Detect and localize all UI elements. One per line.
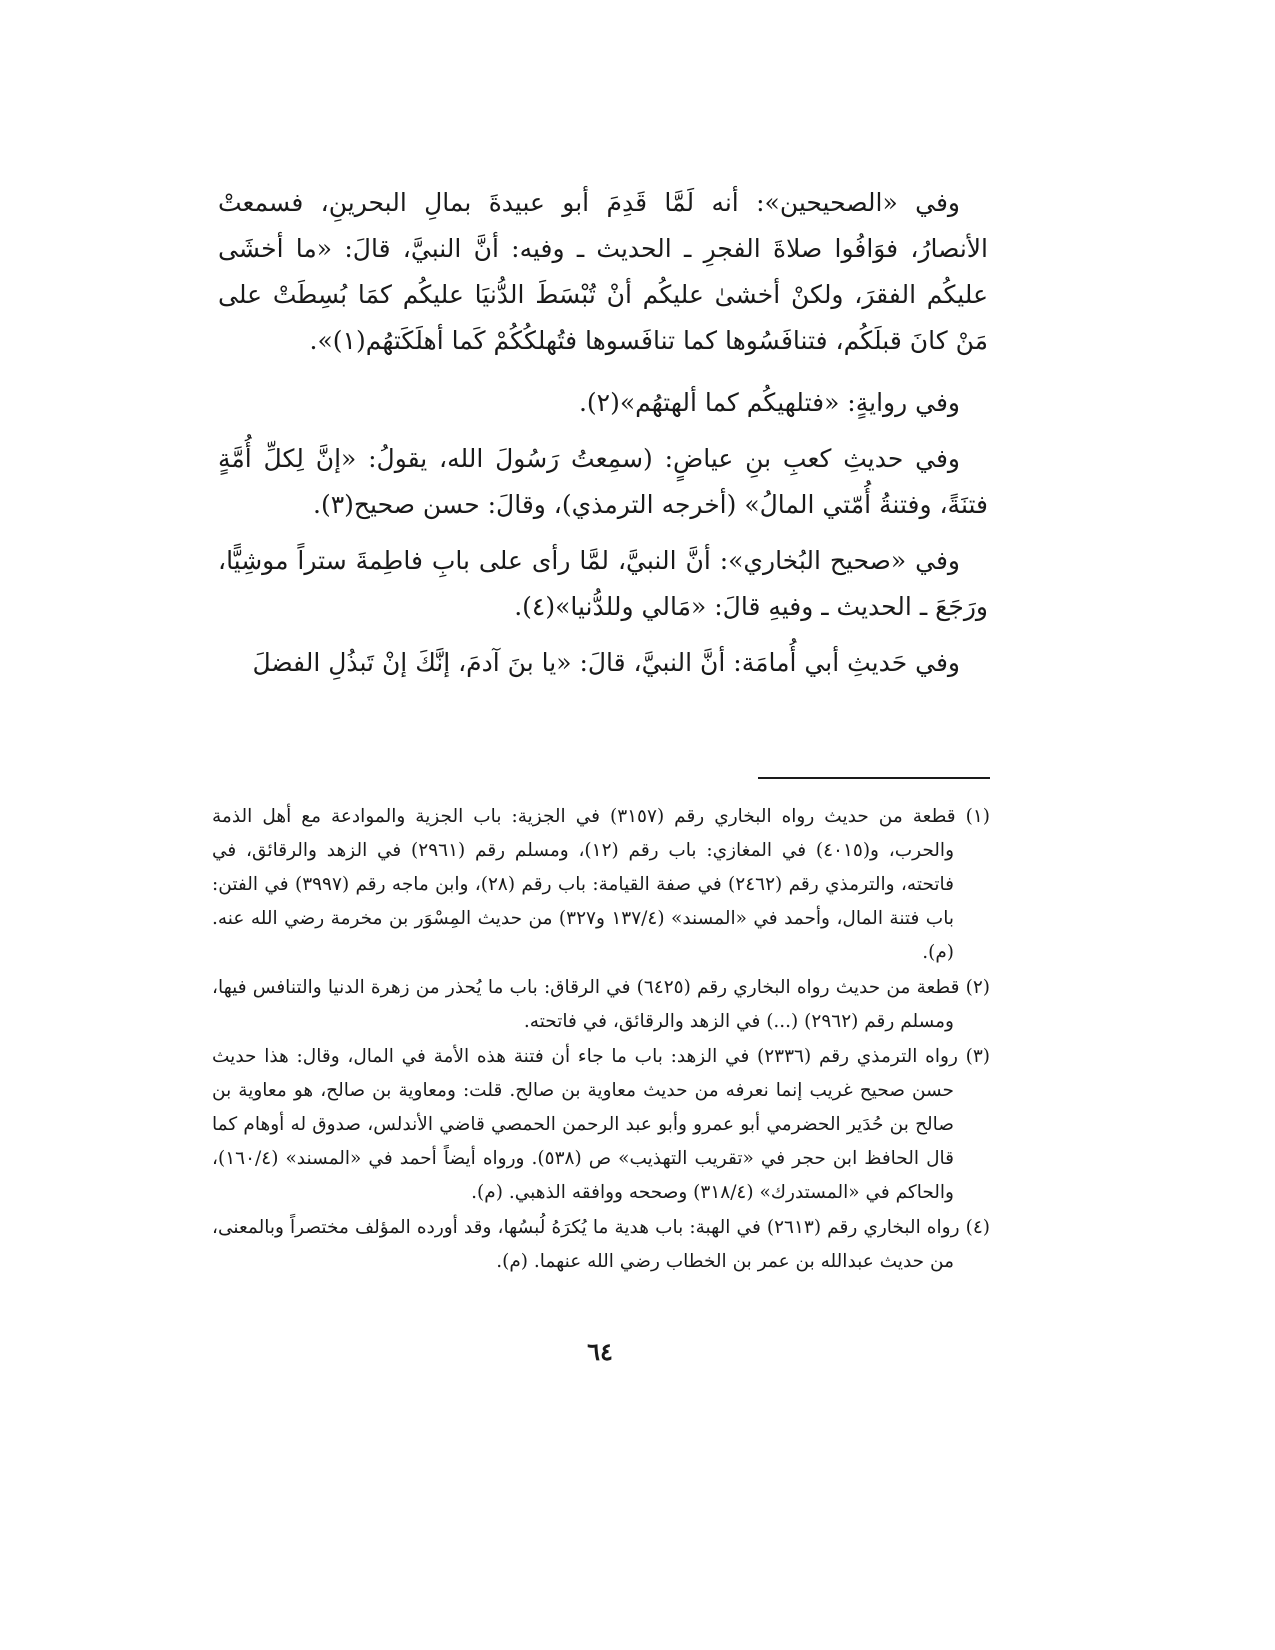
paragraph-abu-umama: وفي حَديثِ أبي أُمامَة: أنَّ النبيَّ، قالَ: «يا بنَ آدمَ، إنَّكَ إنْ تَبذُلِ الفضلَ <box>252 648 960 677</box>
paragraph-riwaya: وفي روايةٍ: «فتلهيكُم كما ألهتهُم»(٢). <box>578 388 960 417</box>
footnote-2: (٢) قطعة من حديث رواه البخاري رقم (٦٤٢٥) في الرقاق: باب ما يُحذر من زهرة الدنيا والتنافس فيها، ومسلم رقم (٢٩٦٢) (...) في الزهد والرقائق، في فاتحته. <box>212 977 990 1032</box>
footnote-1: (١) قطعة من حديث رواه البخاري رقم (٣١٥٧) في الجزية: باب الجزية والموادعة مع أهل الذمة والحرب، و(٤٠١٥) في المغازي: باب رقم (١٢)، ومسلم رقم (٢٩٦١) في الزهد والرقائق، في فاتحته، والترمذي رقم (٢٤٦٢) في صفة القيامة: باب رقم (٢٨)، وابن ماجه رقم (٣٩٩٧) في الفتن: باب فتنة المال، وأحمد في «المسند» (١٣٧/٤ و٣٢٧) من حديث المِسْوَر بن مخرمة رضي الله عنه. (م). <box>212 806 990 963</box>
footnote-3: (٣) رواه الترمذي رقم (٢٣٣٦) في الزهد: باب ما جاء أن فتنة هذه الأمة في المال، وقال: هذا حديث حسن صحيح غريب إنما نعرفه من حديث معاوية بن صالح. قلت: ومعاوية بن صالح، هو معاوية بن صالح بن حُدَير الحضرمي أبو عمرو وأبو عبد الرحمن الحمصي قاضي الأندلس، صدوق له أوهام كما قال الحافظ ابن حجر في «تقريب التهذيب» ص (٥٣٨). ورواه أيضاً أحمد في «المسند» (١٦٠/٤)، والحاكم في «المستدرك» (٣١٨/٤) وصححه ووافقه الذهبي. (م). <box>212 1046 990 1203</box>
footnotes <box>212 800 990 1280</box>
page-number: ٦٤ <box>587 1337 613 1366</box>
footnote-4: (٤) رواه البخاري رقم (٢٦١٣) في الهبة: باب هدية ما يُكرَهُ لُبسُها، وقد أورده المؤلف مختصراً وبالمعنى، من حديث عبدالله بن عمر بن الخطاب رضي الله عنهما. (م). <box>212 1217 990 1272</box>
main-text <box>218 180 988 696</box>
footnote-separator <box>758 777 990 779</box>
paragraph-sahihayn: وفي «الصحيحين»: أنه لَمَّا قَدِمَ أبو عبيدةَ بمالِ البحرينِ، فسمعتْ الأنصارُ، فوَافُوا صلاةَ الفجرِ ـ الحديث ـ وفيه: أنَّ النبيَّ، قالَ: «ما أخشَى عليكُم الفقرَ، ولكنْ أخشىٰ عليكُم أنْ تُبْسَطَ الدُّنيَا عليكُم كمَا بُسِطَتْ على مَنْ كانَ قبلَكُم، فتنافَسُوها كما تنافَسوها فتُهلكُكُمْ كَما أهلَكَتهُم(١)». <box>218 188 988 355</box>
paragraph-bukhari: وفي «صحيح البُخاري»: أنَّ النبيَّ، لمَّا رأى على بابِ فاطِمةَ ستراً موشِيًّا، ورَجَعَ ـ الحديث ـ وفيهِ قالَ: «مَالي وللدُّنيا»(٤). <box>218 546 988 621</box>
paragraph-kaab: وفي حديثِ كعبِ بنِ عياضٍ: (سمِعتُ رَسُولَ الله، يقولُ: «إنَّ لِكلِّ أُمَّةٍ فتنَةً، وفتنةُ أُمّتي المالُ» (أخرجه الترمذي)، وقالَ: حسن صحيح(٣). <box>218 444 988 519</box>
